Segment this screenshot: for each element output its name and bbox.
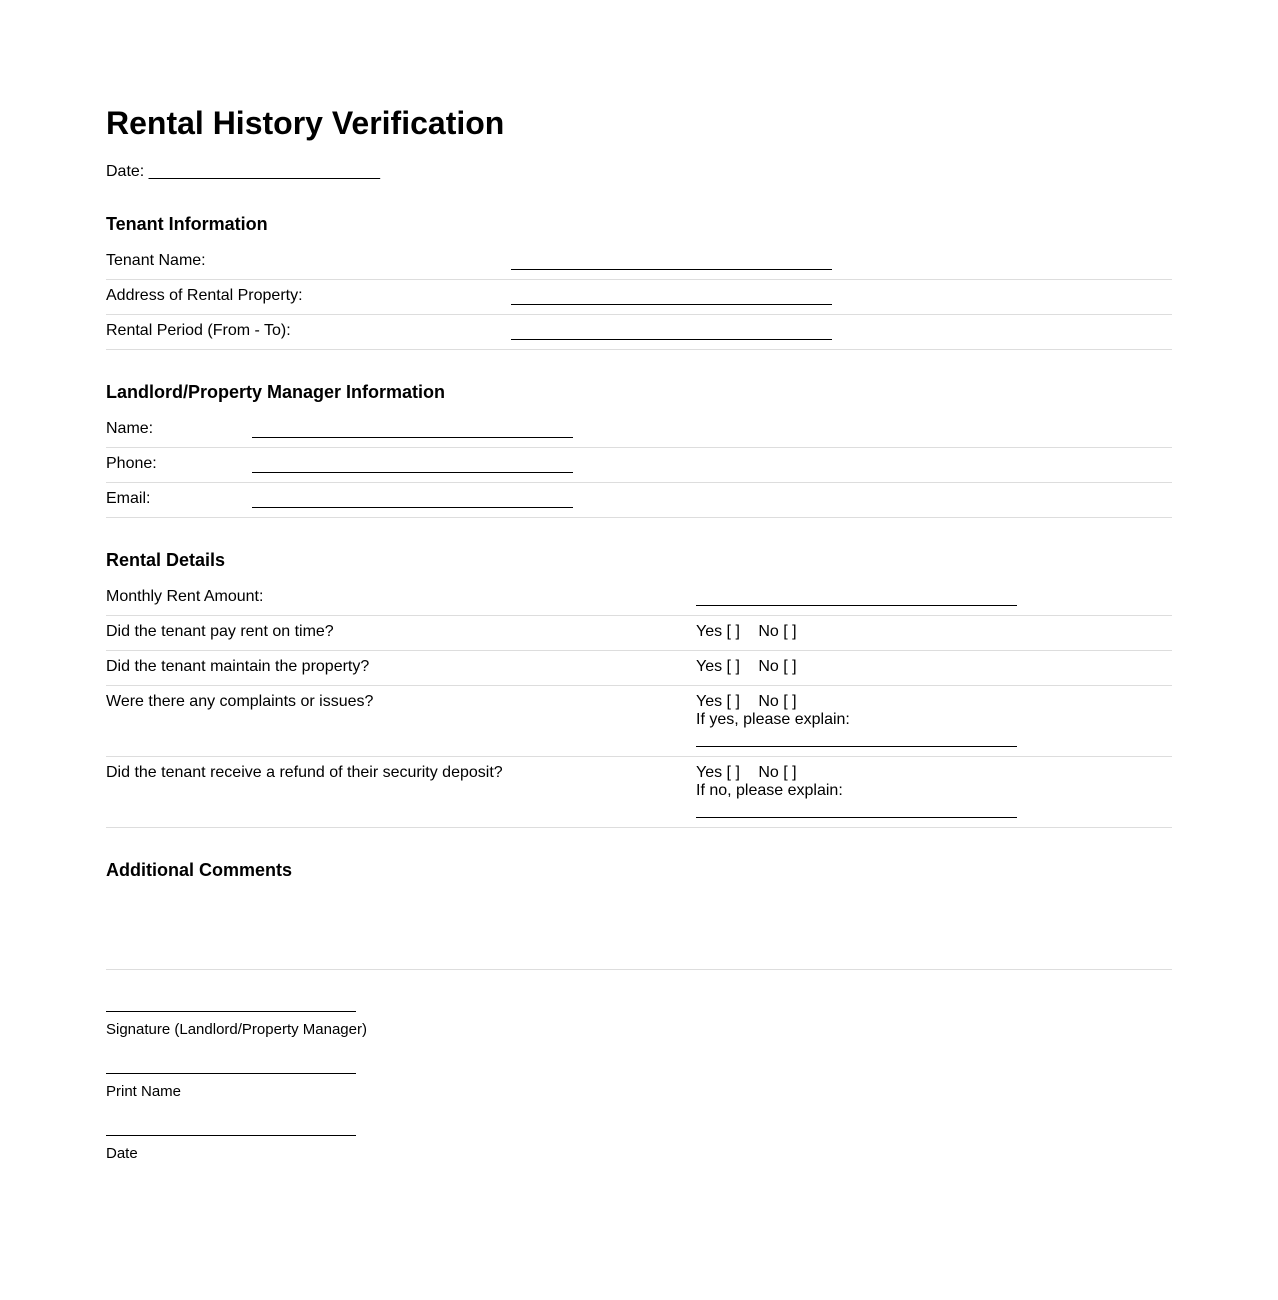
- explain-label: If no, please explain:: [696, 782, 843, 799]
- section-heading-rental-details: Rental Details: [106, 550, 226, 570]
- field-label: Address of Rental Property:: [106, 287, 303, 304]
- no-checkbox[interactable]: No [ ]: [758, 623, 797, 640]
- rental-period-field[interactable]: [511, 322, 832, 340]
- signature-date-line[interactable]: [106, 1135, 356, 1136]
- print-name-line[interactable]: [106, 1073, 356, 1074]
- signature-date-caption: Date: [106, 1145, 138, 1162]
- no-checkbox[interactable]: No [ ]: [758, 693, 797, 710]
- tenant-name-field[interactable]: [511, 252, 832, 270]
- print-name-block: [106, 1073, 356, 1100]
- yes-no-options: [696, 764, 1017, 782]
- table-row: [106, 315, 1172, 350]
- landlord-email-field[interactable]: [252, 490, 573, 508]
- section-heading-tenant: Tenant Information: [106, 214, 268, 234]
- rental-address-field[interactable]: [511, 287, 832, 305]
- table-row: [106, 413, 1172, 448]
- question-label: Did the tenant maintain the property?: [106, 658, 370, 675]
- field-label: Email:: [106, 490, 151, 507]
- yes-no-options: [696, 693, 1017, 711]
- table-row: [106, 483, 1172, 518]
- table-row: [106, 651, 1172, 686]
- date-label: Date:: [106, 163, 145, 180]
- yes-no-options: [696, 623, 797, 641]
- section-heading-additional-comments: Additional Comments: [106, 860, 293, 880]
- table-row: [106, 686, 1172, 757]
- signature-block: [106, 1011, 367, 1038]
- field-label: Name:: [106, 420, 154, 437]
- deposit-explain-field[interactable]: [696, 800, 1017, 818]
- yes-no-options: [696, 658, 797, 676]
- table-row: [106, 448, 1172, 483]
- no-checkbox[interactable]: No [ ]: [758, 764, 797, 781]
- table-row: [106, 757, 1172, 828]
- explain-label: If yes, please explain:: [696, 711, 850, 728]
- print-name-caption: Print Name: [106, 1083, 182, 1100]
- landlord-info-table: [106, 413, 1172, 518]
- question-label: Did the tenant receive a refund of their security deposit?: [106, 764, 503, 781]
- table-row: [106, 616, 1172, 651]
- question-label: Did the tenant pay rent on time?: [106, 623, 334, 640]
- answer-cell: [696, 764, 1017, 818]
- table-row: [106, 280, 1172, 315]
- tenant-info-table: [106, 245, 1172, 350]
- date-blank[interactable]: __________________________: [148, 163, 381, 180]
- rental-details-table: [106, 581, 1172, 828]
- signature-date-block: [106, 1135, 356, 1162]
- page-title: Rental History Verification: [106, 105, 505, 141]
- question-label: Were there any complaints or issues?: [106, 693, 374, 710]
- additional-comments-area[interactable]: [106, 890, 1172, 968]
- yes-checkbox[interactable]: Yes [ ]: [696, 693, 740, 710]
- complaints-explain-field[interactable]: [696, 729, 1017, 747]
- field-label: Rental Period (From - To):: [106, 322, 291, 339]
- divider: [106, 969, 1172, 970]
- yes-checkbox[interactable]: Yes [ ]: [696, 658, 740, 675]
- yes-checkbox[interactable]: Yes [ ]: [696, 764, 740, 781]
- table-row: [106, 245, 1172, 280]
- yes-checkbox[interactable]: Yes [ ]: [696, 623, 740, 640]
- monthly-rent-field[interactable]: [696, 588, 1017, 606]
- question-label: Monthly Rent Amount:: [106, 588, 264, 605]
- date-field: [106, 163, 380, 181]
- field-label: Tenant Name:: [106, 252, 206, 269]
- answer-cell: [696, 693, 1017, 747]
- landlord-phone-field[interactable]: [252, 455, 573, 473]
- landlord-name-field[interactable]: [252, 420, 573, 438]
- table-row: [106, 581, 1172, 616]
- field-label: Phone:: [106, 455, 157, 472]
- section-heading-landlord: Landlord/Property Manager Information: [106, 382, 446, 402]
- no-checkbox[interactable]: No [ ]: [758, 658, 797, 675]
- signature-caption: Signature (Landlord/Property Manager): [106, 1021, 367, 1038]
- signature-line[interactable]: [106, 1011, 356, 1012]
